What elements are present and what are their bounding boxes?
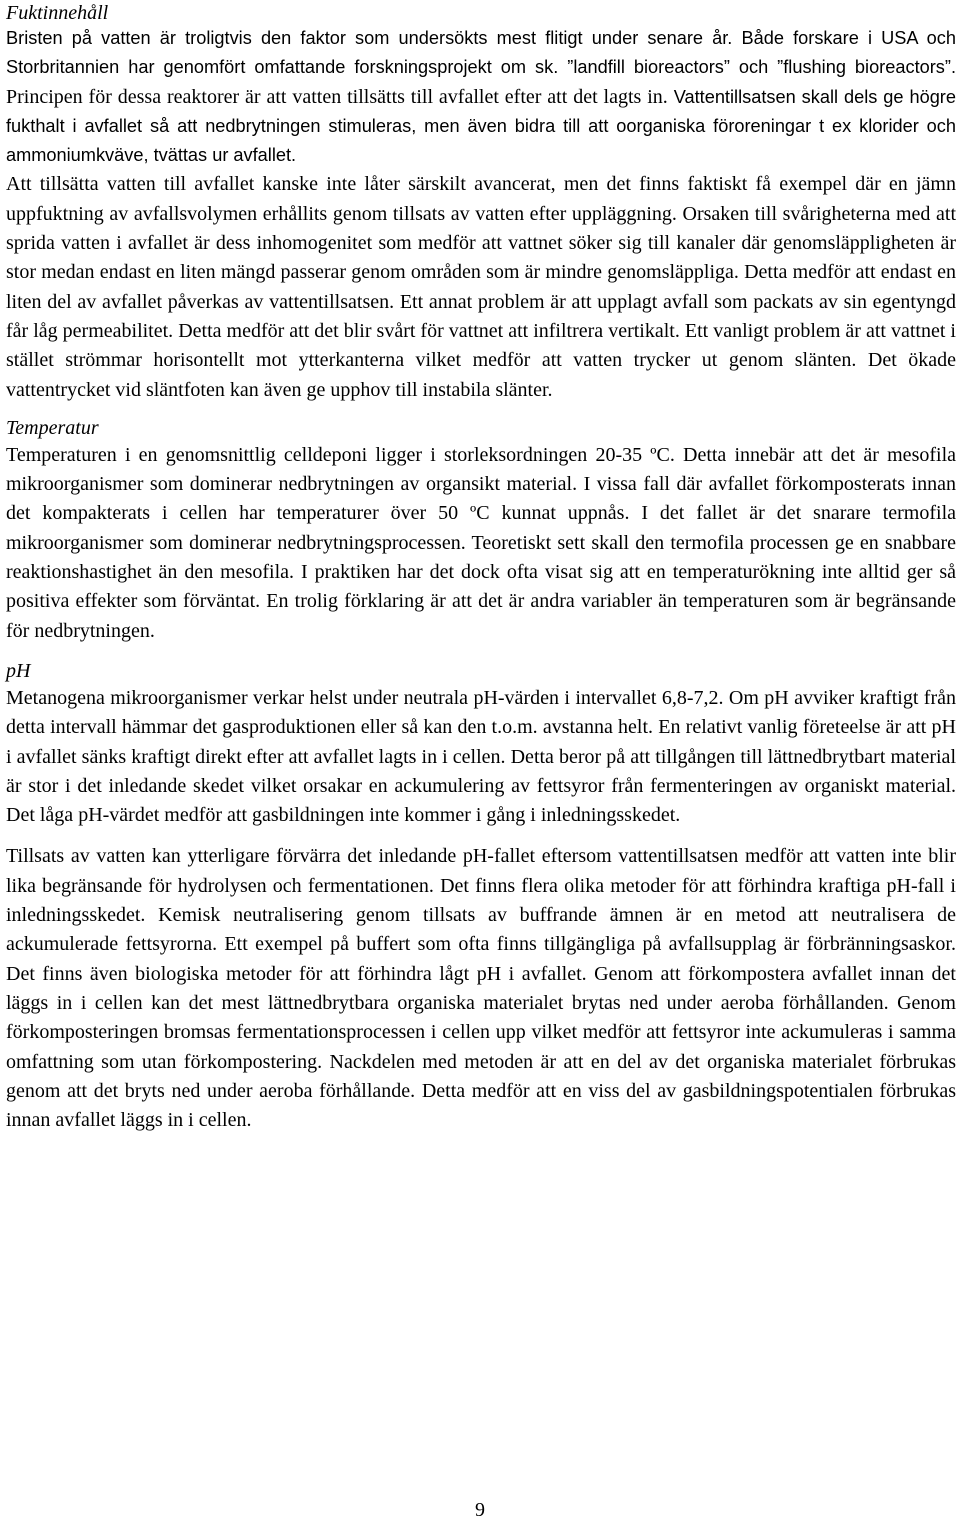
section-heading-fuktinnehall: Fuktinnehåll — [6, 2, 109, 24]
paragraph: Metanogena mikroorganismer verkar helst under neutrala pH-värden i intervallet 6,8-7,2. Om pH avviker kraftigt från detta intervall hämmar det gasproduktionen eller så kan den t.o.m. avstanna helt. En relativt vanlig företeelse är att pH i avfallet sänks kraftigt direkt efter att avfallet lagts in i cellen. Detta beror på att tillgången till lättnedbrytbart material är stor i det inledande skedet vilket orsakar en ackumulering av fettsyror från fermenteringen av organiskt material. Det låga pH-värdet medför att gasbildningen inte kommer i gång i inledningsskedet. — [6, 686, 956, 827]
paragraph: Att tillsätta vatten till avfallet kanske inte låter särskilt avancerat, men det finns faktiskt få exempel där en jämn uppfuktning av avfallsvolymen erhållits genom tillsats av vatten efter uppläggning. Orsaken till svårigheterna med att sprida vatten i avfallet är dess inhomogenitet som medför att vattnet söker sig till kanaler där genomsläppligheten är stor medan endast en liten mängd passerar genom områden som är mindre genomsläppliga. Detta medför att endast en liten del av avfallet påverkas av vattentillsatsen. Ett annat problem är att upplagt avfall som packats av sin egentyngd får låg permeabilitet. Detta medför att det blir svårt för vattnet att infiltrera vertikalt. Ett vanligt problem är att vattnet i stället strömmar horisontellt mot ytterkanterna vilket medför att vatten trycker ut genom slänten. Det ökade vattentrycket vid släntfoten kan även ge upphov till instabila slänter. — [6, 173, 956, 401]
document-page — [6, 0, 956, 1135]
paragraph: Tillsats av vatten kan ytterligare förvärra det inledande pH-fallet eftersom vattentillsatsen medför att vatten inte blir lika begränsande för hydrolysen och fermentationen. Det finns flera olika metoder för att förhindra kraftiga pH-fall i inledningsskedet. Kemisk neutralisering genom tillsats av buffrande ämnen är en metod att neutralisera de ackumulerade fettsyrorna. Ett exempel på buffert som ofta finns tillgängliga på avfallsupplag är förbränningsaskor. Det finns även biologiska metoder för att förhindra lågt pH i avfallet. Genom att förkompostera avfallet innan det läggs in i cellen kan det mest lättnedbrytbara organiska materialet brytas ned under aeroba förhållanden. Genom förkomposteringen bromsas fermentationsprocessen i cellen upp vilket medför att fettsyror inte ackumuleras i samma omfattning som utan förkompostering. Nackdelen med metoden är att en del av det organiska materialet förbrukas genom att det bryts ned under aeroba förhållande. Detta medför att en viss del av gasbildningspotentialen förbrukas innan avfallet läggs in i cellen. — [6, 845, 956, 1132]
paragraph-segment: Principen för dessa reaktorer är att vatten tillsätts till avfallet efter att det lagts in. — [6, 85, 668, 108]
section-heading-ph: pH — [6, 659, 31, 682]
paragraph — [6, 24, 956, 170]
paragraph-segment: Bristen på vatten är troligtvis den faktor som undersökts mest flitigt under senare år. Både forskare i USA och Storbritannien har genomfört omfattande forskningsprojekt om sk. ”landfill bioreactors” och ”flushing bioreactors”. — [6, 28, 956, 78]
section-heading-temperatur: Temperatur — [6, 416, 99, 439]
paragraph-segment: Vattentillsatsen skall dels ge högre fukthalt i avfallet så att nedbrytningen stimuleras, men även bidra till att oorganiska föroreningar t ex klorider och ammoniumkväve, tvättas ur avfallet. — [6, 86, 956, 166]
page-number: 9 — [475, 1499, 485, 1521]
paragraph: Temperaturen i en genomsnittlig celldeponi ligger i storleksordningen 20-35 ºC. Detta innebär att det är mesofila mikroorganismer som dominerar nedbrytningen av organsikt material. I vissa fall där avfallet förkomposterats innan det kompakterats i cellen har temperaturer över 50 ºC kunnat uppnås. I det fallet är det snarare termofila mikroorganismer som dominerar nedbrytningsprocessen. Teoretiskt sett skall den termofila processen ge en snabbare reaktionshastighet än den mesofila. I praktiken har det dock ofta visat sig att en temperaturökning inte alltid ger så positiva effekter som förväntat. En trolig förklaring är att det är andra variabler än temperaturen som är begränsande för nedbrytningen. — [6, 443, 956, 642]
